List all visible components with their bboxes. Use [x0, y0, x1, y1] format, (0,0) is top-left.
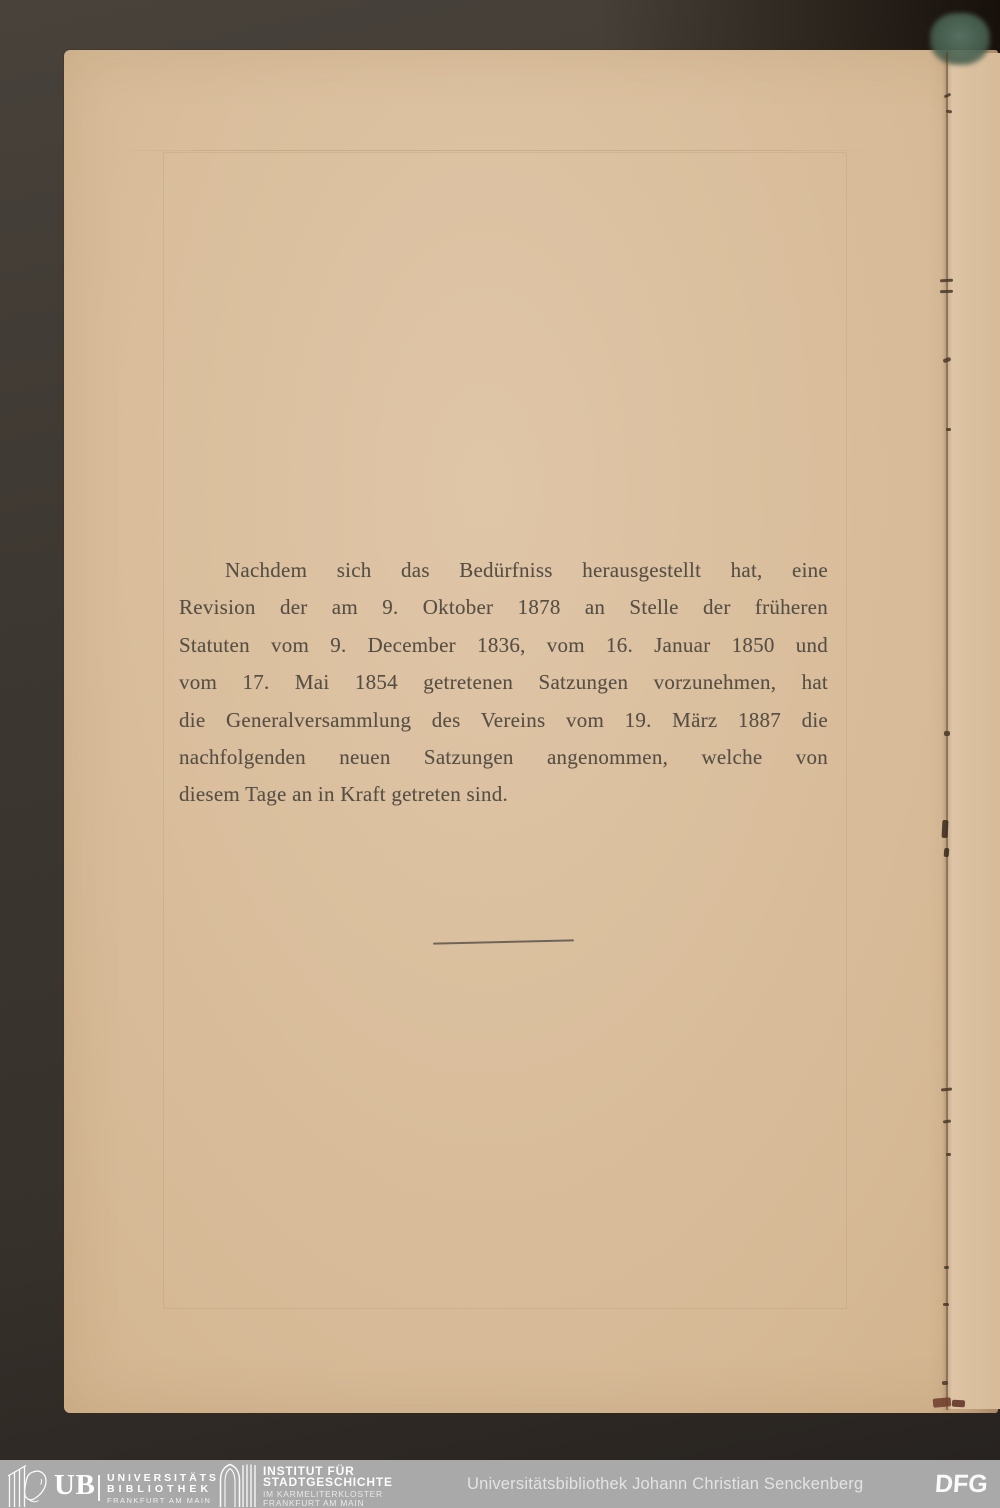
- text-line: Statuten vom 9. December 1836, vom 16. Januar 1850 und: [179, 632, 828, 657]
- stitch-mark: [942, 1381, 948, 1385]
- stitch-mark: [946, 1153, 951, 1156]
- ub-logo-line: UNIVERSITÄTS: [107, 1472, 219, 1484]
- goethe-colonnade-icon: [8, 1465, 54, 1507]
- gothic-arch-icon: [218, 1463, 256, 1507]
- text-line: die Generalversammlung des Vereins vom 19. März 1887 die: [179, 707, 828, 732]
- stadtgeschichte-logo-text: [263, 1466, 393, 1508]
- stitch-mark: [952, 1400, 965, 1408]
- stadtgeschichte-line: STADTGESCHICHTE: [263, 1474, 393, 1489]
- stitch-mark: [944, 731, 950, 736]
- text-line: Nachdem sich das Bedürfniss herausgestellt hat, eine: [225, 558, 828, 582]
- stitch-mark: [940, 290, 953, 293]
- stadtgeschichte-line: FRANKFURT AM MAIN: [263, 1498, 365, 1508]
- stitch-mark: [944, 848, 950, 857]
- ub-logo-divider: [98, 1475, 100, 1501]
- stadtgeschichte-line: INSTITUT FÜR: [263, 1464, 355, 1478]
- stitch-mark: [942, 820, 949, 838]
- text-line: nachfolgenden neuen Satzungen angenommen, welche von: [179, 745, 828, 770]
- facing-page-edge: [948, 53, 1000, 1409]
- library-footer-bar: [0, 1460, 1000, 1508]
- library-credit-text: Universitätsbibliothek Johann Christian Senckenberg: [467, 1474, 864, 1493]
- ub-logo-line: BIBLIOTHEK: [107, 1483, 213, 1495]
- paper-crease: [100, 150, 890, 151]
- dfg-logo: DFG: [934, 1469, 989, 1498]
- statute-preamble-paragraph: [179, 552, 828, 814]
- text-line: Revision der am 9. Oktober 1878 an Stelle der früheren: [179, 595, 828, 620]
- ub-logo-line: FRANKFURT AM MAIN: [107, 1496, 212, 1505]
- ub-sigle: UB: [54, 1469, 96, 1501]
- book-page: [64, 50, 998, 1413]
- binding-cloth-patch: [930, 13, 990, 65]
- stitch-mark: [944, 1266, 949, 1269]
- text-line: vom 17. Mai 1854 getretenen Satzungen vorzunehmen, hat: [179, 670, 828, 695]
- text-line: diesem Tage an in Kraft getreten sind.: [179, 782, 508, 807]
- stitch-mark: [946, 428, 951, 431]
- ub-logo-text: [107, 1473, 219, 1506]
- stitch-mark: [943, 1303, 949, 1306]
- stitch-mark: [933, 1397, 952, 1408]
- stadtgeschichte-line: IM KARMELITERKLOSTER: [263, 1489, 383, 1499]
